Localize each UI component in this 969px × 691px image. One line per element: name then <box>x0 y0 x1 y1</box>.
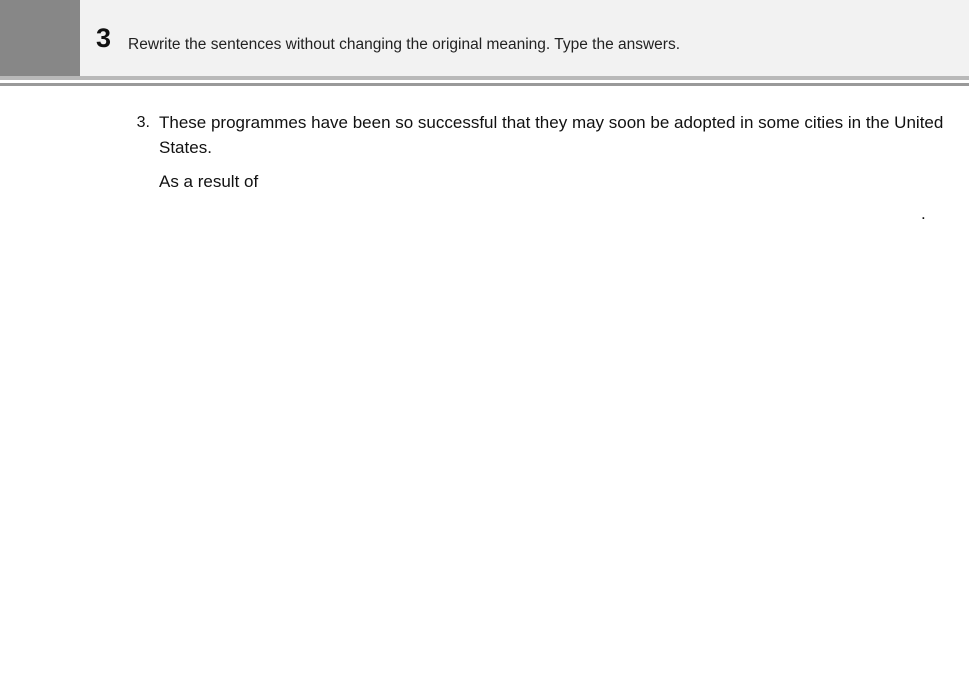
exercise-header <box>0 0 969 76</box>
answer-input-line[interactable] <box>159 194 946 230</box>
exercise-instruction: Rewrite the sentences without changing the original meaning. Type the answers. <box>128 36 681 53</box>
exercise-content <box>0 86 969 691</box>
answer-prefix: As a result of <box>159 172 259 191</box>
item-number: 3. <box>136 114 150 131</box>
exercise-item <box>124 110 944 230</box>
item-sentence: These programmes have been so successful that they may soon be adopted in some cities in the United States. <box>159 113 944 157</box>
item-body <box>150 110 946 230</box>
answer-trailing-period: . <box>921 204 926 223</box>
header-color-swatch <box>0 0 80 76</box>
exercise-item-row <box>124 110 944 230</box>
exercise-number: 3 <box>96 23 111 53</box>
